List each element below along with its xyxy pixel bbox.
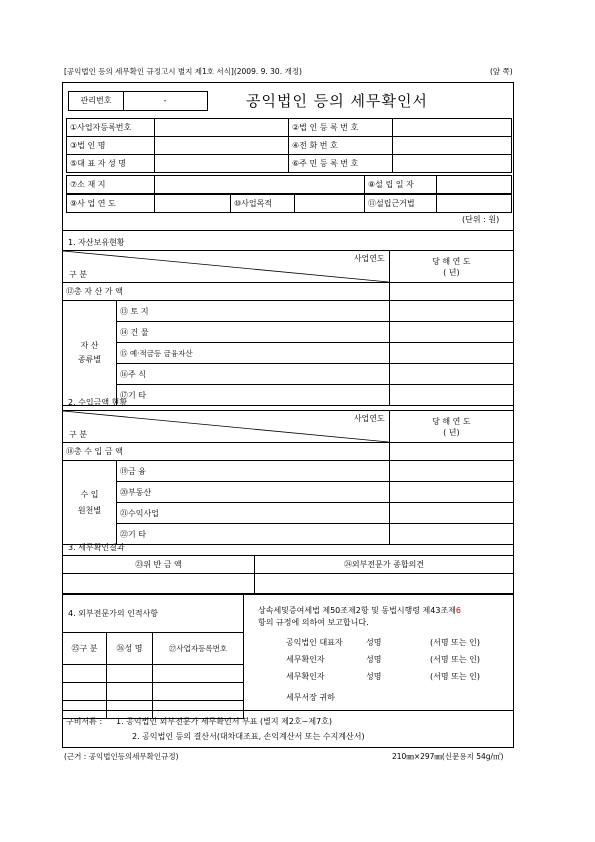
rep-sign[interactable]: (서명 또는 인) [430,638,480,647]
income-row-finance: ⑲금 융 [117,461,390,482]
expert-opinion-field[interactable] [255,574,514,594]
income-row-real-estate: ⑳부동산 [117,482,390,503]
label-fiscal-year: ⑨사 업 연 도 [67,195,155,213]
phone-field[interactable] [393,137,512,155]
asset-financial-field[interactable] [389,343,513,364]
income-row-category-label: 구 분 [69,430,87,439]
asset-land-field[interactable] [389,301,513,322]
income-current-year-label: 당 해 연 도 [432,416,471,426]
expert-col-name: ㉖성 명 [107,633,153,665]
label-corp-reg-no: ②법 인 등 록 번 호 [289,119,393,137]
section2-title: 2. 수입금액 현황 [68,398,128,407]
rep-name-field[interactable] [155,155,289,173]
confirmer1-label: 세무확인자 [286,655,325,664]
section3-title: 3. 세무확인결과 [68,543,125,552]
total-income-label: ⑱총 수 입 금 액 [63,443,390,461]
expert-row2-bizno[interactable] [153,683,244,701]
section4-title: 4. 외부전문가의 인적사항 [68,609,158,618]
asset-type-group-label: 자 산 종류별 [63,301,117,406]
confirmer2-name-label: 성명 [366,672,382,681]
asset-row-land: ⑬ 토 지 [117,301,390,322]
label-rep-name: ⑤대 표 자 성 명 [67,155,155,173]
expert-row1-bizno[interactable] [153,665,244,683]
asset-table [62,250,514,406]
expert-row2-name[interactable] [107,683,153,701]
label-business-purpose: ⑩사업목적 [231,195,295,213]
label-founding-date: ⑧설 립 일 자 [365,176,437,194]
expert-opinion-label: ㉔외부전문가 종합의견 [255,556,514,574]
violation-amount-field[interactable] [63,574,255,594]
tax-result-table [62,555,514,594]
label-founding-law: ⑪설립근거법 [365,195,437,213]
expert-row1-name[interactable] [107,665,153,683]
corp-name-field[interactable] [155,137,289,155]
rep-label: 공익법인 대표자 [286,638,343,647]
asset-row-category-label: 구 분 [69,270,87,279]
rep-name-label: 성명 [366,638,382,647]
unit-label: (단위 : 원) [462,215,500,224]
asset-row-stock: ⑯주 식 [117,364,390,385]
address-field[interactable] [155,176,365,194]
report-statement-line2: 항의 규정에 의하여 보고합니다. [258,618,369,627]
confirmer2-label: 세무확인자 [286,672,325,681]
report-statement-text: 상속세및증여세법 제50조제2항 및 동법시행령 제43조제 [258,606,456,615]
mgmt-number-label: 관리번호 [69,92,124,110]
expert-row2-category[interactable] [63,683,107,701]
asset-col-year-label: 사업연도 [353,254,385,263]
location-table [66,175,512,194]
business-purpose-field[interactable] [295,195,365,213]
confirmer1-sign[interactable]: (서명 또는 인) [430,655,480,664]
income-row-profit-business: ㉑수익사업 [117,503,390,524]
asset-other-field[interactable] [389,385,513,406]
form-title: 공익법인 등의 세무확인서 [246,92,428,110]
diagonal-line [63,251,389,282]
resident-no-field[interactable] [393,155,512,173]
income-current-year-header [389,411,513,443]
report-statement-line1 [258,605,461,616]
income-table [62,410,514,545]
asset-current-year-paren: ( 년) [443,267,460,277]
asset-current-year-label: 당 해 연 도 [432,256,471,266]
confirmer1-name-label: 성명 [366,655,382,664]
basic-info-table [66,118,512,173]
income-profit-business-field[interactable] [389,503,513,524]
label-address: ⑦소 재 지 [67,176,155,194]
section1-title: 1. 자산보유현황 [68,238,125,247]
attachments-top-rule [62,710,514,712]
income-finance-field[interactable] [389,461,513,482]
violation-amount-label: ㉓위 반 금 액 [63,556,255,574]
expert-row1-category[interactable] [63,665,107,683]
expert-info-table [62,632,244,719]
attachment-item-2: 2. 공익법인 등의 결산서(대차대조표, 손익계산서 또는 수지계산서) [132,732,365,741]
total-income-field[interactable] [389,443,513,461]
asset-row-financial: ⑮ 예·적금등 금융자산 [117,343,390,364]
asset-row-other: ⑰기 타 [117,385,390,406]
attachments-label: 구비서류 : [66,717,103,726]
income-other-field[interactable] [389,524,513,545]
founding-law-field[interactable] [437,195,512,213]
income-header-diagonal-cell [63,411,390,443]
label-corp-name: ③법 인 명 [67,137,155,155]
report-statement-clause-number: 6 [455,606,462,615]
asset-header-diagonal-cell [63,251,390,283]
income-row-other: ㉒기 타 [117,524,390,545]
corp-reg-no-field[interactable] [393,119,512,137]
income-col-year-label: 사업연도 [353,414,385,423]
asset-building-field[interactable] [389,322,513,343]
mgmt-number-value[interactable]: - [163,96,167,105]
legal-basis: (근거 : 공익법인등의세무확인규정) [64,752,179,761]
business-reg-no-field[interactable] [155,119,289,137]
total-assets-field[interactable] [389,283,513,301]
expert-col-bizno: ㉗사업자등록번호 [153,633,244,665]
attachment-item-1: 1. 공익법인 외부전문가 세무확인서 부표 (별지 제2호~제7호) [116,717,333,726]
label-business-reg-no: ①사업자등록번호 [67,119,155,137]
income-real-estate-field[interactable] [389,482,513,503]
addressee: 세무서장 귀하 [286,693,335,702]
founding-date-field[interactable] [437,176,512,194]
asset-stock-field[interactable] [389,364,513,385]
paper-spec: 210㎜×297㎜(신문용지 54g/㎡) [392,752,504,761]
fiscal-year-field[interactable] [155,195,231,213]
form-reference: [공익법인 등의 세무확인 규정고시 별지 제1호 서식](2009. 9. 30. 개정) [64,67,302,76]
total-assets-label: ⑫총 자 산 가 액 [63,283,390,301]
business-table [66,194,512,213]
page-side-label: (앞 쪽) [490,67,513,76]
expert-col-category: ㉕구 분 [63,633,107,665]
label-phone: ④전 화 번 호 [289,137,393,155]
asset-row-building: ⑭ 건 물 [117,322,390,343]
confirmer2-sign[interactable]: (서명 또는 인) [430,672,480,681]
label-resident-no: ⑥주 민 등 록 번 호 [289,155,393,173]
asset-current-year-header [389,251,513,283]
mgmt-number-box [68,91,208,111]
income-current-year-paren: ( 년) [443,427,460,437]
section1-top-rule [62,230,514,232]
diagonal-line [63,411,389,442]
income-source-group-label: 수 입 원천별 [63,461,117,545]
section4-top-rule [62,594,514,596]
